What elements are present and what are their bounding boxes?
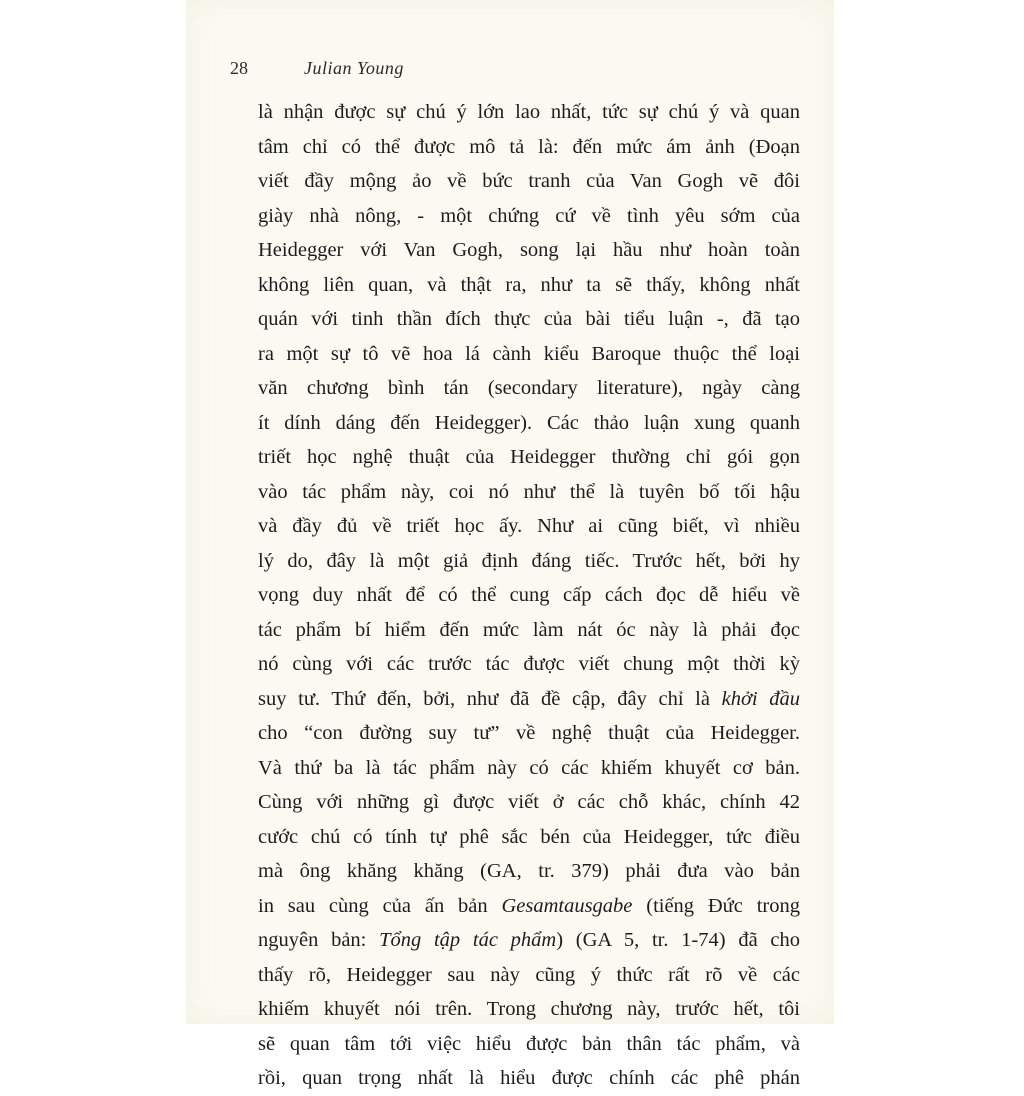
text-segment: mà ông khăng khăng (GA, tr. 379) phải đưa vào bản xyxy=(258,860,800,882)
text-line xyxy=(258,1061,800,1096)
text-segment: Cùng với những gì được viết ở các chỗ khác, chính 42 xyxy=(258,791,800,813)
page-header xyxy=(230,58,404,79)
text-segment: Và thứ ba là tác phẩm này có các khiếm khuyết cơ bản. xyxy=(258,756,800,779)
text-segment: rồi, quan trọng nhất là hiểu được chính các phê phán xyxy=(258,1067,800,1089)
text-segment: viết đầy mộng ảo về bức tranh của Van Gogh vẽ đôi xyxy=(258,170,800,192)
text-segment: Heidegger với Van Gogh, song lại hầu như hoàn toàn xyxy=(258,239,800,261)
running-head-author: Julian Young xyxy=(304,58,404,78)
text-segment: giày nhà nông, - một chứng cứ về tình yêu sớm của xyxy=(258,204,800,227)
text-line xyxy=(258,337,800,372)
text-segment: quán với tinh thần đích thực của bài tiểu luận -, đã tạo xyxy=(258,308,800,330)
text-segment: tâm chỉ có thể được mô tả là: đến mức ám ảnh (Đoạn xyxy=(258,135,800,158)
italic-text: Gesamtausgabe xyxy=(501,894,633,917)
text-line xyxy=(258,302,800,337)
text-segment: nó cùng với các trước tác được viết chung một thời kỳ xyxy=(258,653,800,675)
page-number: 28 xyxy=(230,58,248,78)
text-line xyxy=(258,958,800,993)
text-line xyxy=(258,164,800,199)
text-line xyxy=(258,992,800,1027)
text-segment: không liên quan, và thật ra, như ta sẽ thấy, không nhất xyxy=(258,273,800,296)
text-line xyxy=(258,440,800,475)
text-segment: và đầy đủ về triết học ấy. Như ai cũng biết, vì nhiều xyxy=(258,515,800,537)
text-segment: vọng duy nhất để có thể cung cấp cách đọc dễ hiểu về xyxy=(258,584,800,606)
text-segment: vào tác phẩm này, coi nó như thể là tuyên bố tối hậu xyxy=(258,480,800,503)
text-line xyxy=(258,682,800,717)
italic-text: khởi đầu xyxy=(721,687,800,710)
body-text xyxy=(258,95,800,1096)
text-segment: ra một sự tô vẽ hoa lá cành kiểu Baroque thuộc thể loại xyxy=(258,342,800,365)
text-segment: là nhận được sự chú ý lớn lao nhất, tức sự chú ý và quan xyxy=(258,101,800,123)
text-line xyxy=(258,820,800,855)
text-line xyxy=(258,785,800,820)
text-segment: nguyên bản: xyxy=(258,929,380,951)
text-segment: sẽ quan tâm tới việc hiểu được bản thân tác phẩm, và xyxy=(258,1032,800,1055)
text-segment: suy tư. Thứ đến, bởi, như đã đề cập, đây chỉ là xyxy=(258,687,722,710)
text-segment: (tiếng Đức trong xyxy=(632,894,800,917)
text-segment: in sau cùng của ấn bản xyxy=(258,894,502,917)
text-line xyxy=(258,854,800,889)
italic-text: Tổng tập tác phẩm xyxy=(379,929,557,951)
text-line xyxy=(258,889,800,924)
text-line xyxy=(258,371,800,406)
text-line xyxy=(258,923,800,958)
text-segment: thấy rõ, Heidegger sau này cũng ý thức rất rõ về các xyxy=(258,963,800,986)
text-line xyxy=(258,233,800,268)
text-segment: tác phẩm bí hiểm đến mức làm nát óc này là phải đọc xyxy=(258,618,800,641)
text-line xyxy=(258,130,800,165)
text-segment: triết học nghệ thuật của Heidegger thường chỉ gói gọn xyxy=(258,446,800,468)
text-segment: văn chương bình tán (secondary literature), ngày càng xyxy=(258,377,800,399)
book-page xyxy=(186,0,834,1089)
text-line xyxy=(258,544,800,579)
text-line xyxy=(258,509,800,544)
text-line xyxy=(258,578,800,613)
text-segment: cước chú có tính tự phê sắc bén của Heidegger, tức điều xyxy=(258,825,800,848)
text-segment: ) (GA 5, tr. 1-74) đã cho xyxy=(556,929,800,951)
text-segment: ít dính dáng đến Heidegger). Các thảo luận xung quanh xyxy=(258,411,800,434)
text-line xyxy=(258,95,800,130)
text-line xyxy=(258,716,800,751)
text-segment: cho “con đường suy tư” về nghệ thuật của Heidegger. xyxy=(258,722,800,744)
text-line xyxy=(258,199,800,234)
text-line xyxy=(258,475,800,510)
text-line xyxy=(258,268,800,303)
text-line xyxy=(258,613,800,648)
text-line xyxy=(258,406,800,441)
text-segment: lý do, đây là một giả định đáng tiếc. Trước hết, bởi hy xyxy=(258,549,800,572)
text-line xyxy=(258,647,800,682)
text-line xyxy=(258,751,800,786)
text-segment: khiếm khuyết nói trên. Trong chương này, trước hết, tôi xyxy=(258,998,800,1020)
text-line xyxy=(258,1027,800,1062)
